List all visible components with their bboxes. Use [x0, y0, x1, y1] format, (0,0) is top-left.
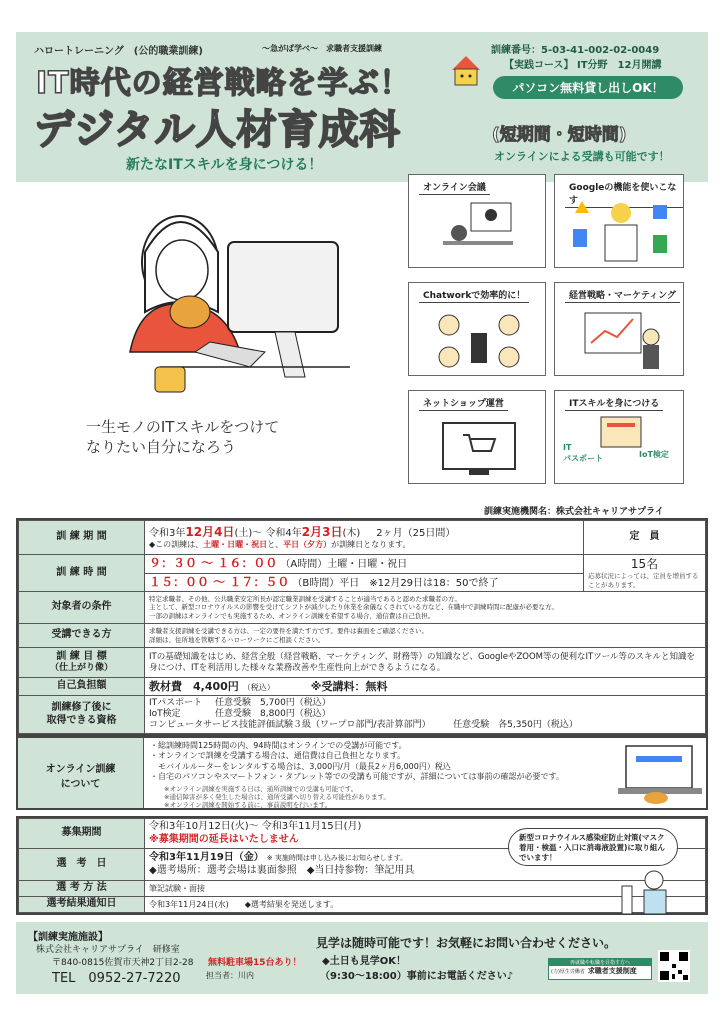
- tag-passport: パスポート: [563, 454, 603, 463]
- catch-copy: 新たなITスキルを身につける！: [126, 157, 323, 173]
- hours-b: １５：００ ～ １７：５０ （B時間）平日 ※12月29日は18：50で終了: [145, 573, 584, 592]
- card-label: 経営戦略・マーケティング: [565, 287, 680, 303]
- institution-name: 訓練実施機関名：株式会社キャリアサプライ: [484, 507, 664, 517]
- tagline: ～急がば学べ～ 求職者支援訓練: [262, 44, 382, 53]
- hours-note: （9:30～18:00）事前にお電話ください♪: [320, 971, 514, 982]
- pc-loan-badge: パソコン無料貸し出しOK！: [493, 76, 683, 99]
- quals-list: ITパスポート 任意受験 5,700円（税込） IoT検定 任意受験 8,800円（税込） コンピュータサービス技能評価試験３級（ワープロ部門/表計算部門） 任意受験 各5,350円（税込）: [145, 696, 706, 734]
- cost-label: 自己負担額: [19, 678, 145, 696]
- exam-method-label: 選 考 方 法: [19, 881, 145, 897]
- recruit-label: 募集期間: [19, 819, 145, 849]
- saturday-note: ◆土日も見学OK！: [322, 956, 406, 967]
- mascot-icon: [448, 52, 484, 88]
- capacity-label: 定 員: [584, 521, 706, 555]
- capacity-cell: 15名 応募状況によっては、定員を増員することがあります。: [584, 555, 706, 592]
- feature-card-netshop: [408, 390, 546, 484]
- sanitizer-person-icon: [616, 866, 676, 916]
- title-line1: IT時代の経営戦略を学ぶ！: [36, 66, 411, 101]
- feature-card-chatwork: [408, 282, 546, 376]
- qr-code-icon[interactable]: [658, 950, 690, 982]
- google-apps-icon: [565, 197, 677, 265]
- exam-method-cell: 筆記試験・面接: [145, 881, 706, 897]
- facility-head: 【訓練実施施設】: [28, 932, 108, 943]
- online-label: オンライン訓練 について: [18, 738, 144, 808]
- short-term-label: (短期間・短時間): [492, 125, 627, 145]
- feature-card-google: [554, 174, 684, 268]
- chat-team-icon: [429, 311, 529, 375]
- target-text: 特定求職者、その他、公共職業安定所長が認定職業訓練を受講することが適当であると認めた求職者の方。 主として、新型コロナウイルスの影響を受けてシフトが減少したり休業を余儀なくされている方など、在職中で訓練時間に配慮が必要な方。 一部の訓練はオンラインでも実施するため、オンライン訓練を希望する場合、通信費は自己負担。: [145, 592, 706, 624]
- quals-label: 訓練修了後に 取得できる資格: [19, 696, 145, 734]
- title-line2: デジタル人材育成科: [34, 107, 401, 153]
- tel: TEL 0952-27-7220: [52, 971, 181, 986]
- training-number: 訓練番号：5-03-41-002-02-0049: [491, 45, 660, 56]
- hours-a: ９：３０ ～ １６：００ （A時間）土曜・日曜・祝日: [145, 555, 584, 574]
- result-label: 選考結果通知日: [19, 897, 145, 913]
- info-table: [16, 518, 708, 736]
- video-meeting-icon: [439, 199, 519, 263]
- feature-card-it-skills: [554, 390, 684, 484]
- contact-person: 担当者：川内: [206, 971, 254, 980]
- company-name: 株式会社キャリアサプライ 研修室: [36, 945, 180, 955]
- goal-label: 訓 練 目 標 （仕上がり像）: [19, 648, 145, 678]
- hero-text-line1: 一生モノのITスキルをつけて: [86, 418, 280, 436]
- exam-date-cell: 令和3年11月19日（金） ※ 実施時間は申し込み後にお知らせします。 ◆選考場所：選考会場は裏面参照 ◆当日持参物：筆記用具: [145, 849, 706, 881]
- where-label: 受講できる方: [19, 624, 145, 648]
- cost-text: 教材費 4,400円 （税込） ※受講料：無料: [145, 678, 706, 696]
- card-label: Googleの機能を使いこなす: [565, 179, 683, 208]
- woman-computer-illustration: [100, 192, 400, 402]
- card-label: ITスキルを身につける: [565, 395, 663, 411]
- online-block: [16, 736, 708, 810]
- where-text: 求職者支援訓練を受講できる方は、一定の要件を満たす方です。要件は裏面をご確認ください。 詳細は、住所地を管轄するハローワークにご相談ください。: [145, 624, 706, 648]
- result-cell: 令和3年11月24日(水) ◆選考結果を発送します。: [145, 897, 706, 913]
- period-cell: 令和3年12月4日(土)～ 令和4年2月3日(木) 2ヶ月（25日間） ◆この訓練は、土曜・日曜・祝日と、平日（夕方）が訓練日となります。: [145, 521, 584, 555]
- parking-note: 無料駐車場15台あり！: [208, 958, 302, 968]
- online-note: オンラインによる受講も可能です！: [494, 150, 670, 163]
- card-label: Chatworkで効率的に！: [419, 287, 529, 303]
- hours-label: 訓 練 時 間: [19, 555, 145, 592]
- online-shop-icon: [439, 421, 519, 479]
- laptop-cat-icon: [616, 742, 704, 806]
- tag-it: IT: [563, 443, 572, 452]
- covid-bubble: 新型コロナウイルス感染症防止対策(マスク着用・検温・入口に消毒液設置)に取り組んでいます！: [508, 828, 678, 866]
- it-skills-icon: [595, 413, 647, 453]
- program-label: ハロートレーニング (公的職業訓練): [34, 46, 203, 57]
- course-label: 【実践コース】 IT分野 12月開講: [504, 60, 662, 71]
- target-label: 対象者の条件: [19, 592, 145, 624]
- hero-text-line2: なりたい自分になろう: [86, 438, 237, 456]
- goal-text: ITの基礎知識をはじめ、経営全般（経営戦略、マーケティング、財務等）の知識など、GoogleやZOOM等の便利なITツール等のスキルと知識を身につけ、ITを利活用した様々な業務改善や生産性向上ができるようになる。: [145, 648, 706, 678]
- card-label: ネットショップ運営: [419, 395, 508, 411]
- recruit-cell: 令和3年10月12日(火)～ 令和3年11月15日(月) ※募集期間の延長はいたしません: [145, 819, 706, 849]
- tag-iot: IoT検定: [639, 450, 669, 459]
- feature-card-strategy: [554, 282, 684, 376]
- online-items: ・総訓練時間125時間の内、94時間はオンラインでの受講が可能です。 ・オンラインで訓練を受講する場合は、通信費は自己負担となります。 モバイルルーターをレンタルする場合は、3,000円/月（最長2ヶ月6,000円）税込 ・自宅のパソコンやスマートフォン・タブレット等での受講も可能ですが、詳細については事前の確認が必要です。 ※オンライン訓練を実施する日は、通所訓練での受講も可能です。 ※通信障害が多く発生した場合は、通所受講へ切り替える可能性があります。 ※オンライン訓練を開始する前に、事前説明を行います。: [150, 741, 564, 810]
- feature-card-online-meeting: [408, 174, 546, 268]
- exam-date-label: 選 考 日: [19, 849, 145, 881]
- card-label: オンライン会議: [419, 179, 490, 195]
- period-label: 訓 練 期 間: [19, 521, 145, 555]
- business-strategy-icon: [575, 307, 667, 373]
- support-logo: 再就職や転職を目指す方へ (力)厚生労働省 求職者支援制度: [548, 958, 652, 980]
- address: 〒840-0815佐賀市天神2丁目2-28: [52, 958, 194, 968]
- visit-note: 見学は随時可能です！お気軽にお問い合わせください。: [316, 936, 617, 950]
